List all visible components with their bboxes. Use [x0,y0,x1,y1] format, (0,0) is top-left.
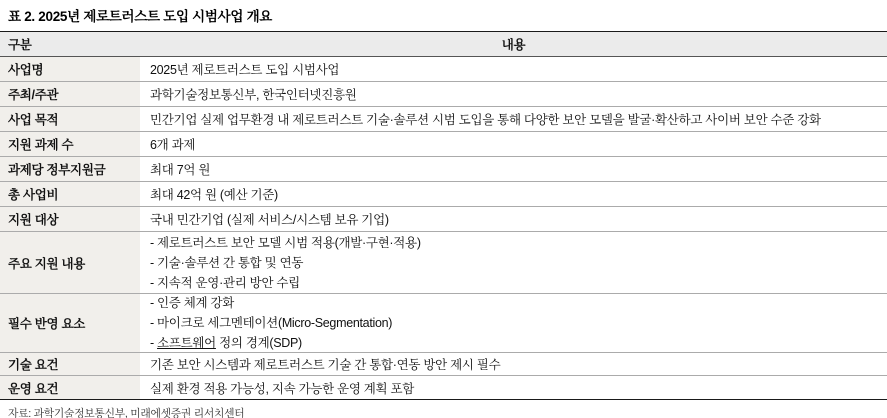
table-row-project-name [0,57,887,82]
row-content: 기존 보안 시스템과 제로트러스트 기술 간 통합·연동 방안 제시 필수 [140,353,887,375]
row-content: 실제 환경 적용 가능성, 지속 가능한 운영 계획 포함 [140,376,887,399]
table-row-required-elements [0,294,887,353]
bullet-line: - 제로트러스트 보안 모델 시범 적용(개발·구현·적용) [150,235,421,250]
row-label: 운영 요건 [0,376,140,399]
row-content [140,294,887,352]
source-note: 자료: 과학기술정보통신부, 미래에셋증권 리서치센터 [8,408,245,418]
table-header-row [0,32,887,57]
row-label: 총 사업비 [0,182,140,206]
table-row-operational-requirement [0,376,887,399]
table-row-technical-requirement [0,353,887,376]
bullet-line: - 기술·솔루션 간 통합 및 연동 [150,255,304,270]
underlined-term: 소프트웨어 [157,336,216,350]
row-content: 민간기업 실제 업무환경 내 제로트러스트 기술·솔루션 시범 도입을 통해 다양한 보안 모델을 발굴·확산하고 사이버 보안 수준 강화 [140,107,887,131]
table-row-main-support [0,232,887,294]
bullet-rest: 정의 경계(SDP) [215,336,302,350]
row-label: 주최/주관 [0,82,140,106]
row-content: 2025년 제로트러스트 도입 시범사업 [140,57,887,81]
table-row-project-purpose [0,107,887,132]
overview-table [0,31,887,400]
row-label: 기술 요건 [0,353,140,375]
row-content [140,232,887,293]
table-row-grant-per-task [0,157,887,182]
row-label: 사업 목적 [0,107,140,131]
row-label: 필수 반영 요소 [0,294,140,352]
row-content: 최대 42억 원 (예산 기준) [140,182,887,206]
row-label: 주요 지원 내용 [0,232,140,293]
bullet-line: - 지속적 운영·관리 방안 수립 [150,275,300,290]
table-row-eligibility [0,207,887,232]
row-label: 지원 대상 [0,207,140,231]
header-col-content: 내용 [501,38,526,52]
bullet-line: - 마이크로 세그멘테이션(Micro-Segmentation) [150,316,393,330]
row-content: 국내 민간기업 (실제 서비스/시스템 보유 기업) [140,207,887,231]
table-row-host-organizer [0,82,887,107]
bullet-line: - 인증 체계 강화 [150,296,235,310]
bullet-line [150,333,302,353]
header-col-category: 구분 [8,38,32,52]
table-row-task-count [0,132,887,157]
table-row-total-budget [0,182,887,207]
table-title: 표 2. 2025년 제로트러스트 도입 시범사업 개요 [8,9,273,24]
row-label: 지원 과제 수 [0,132,140,156]
row-label: 사업명 [0,57,140,81]
bullet-prefix: - [150,336,158,350]
row-label: 과제당 정부지원금 [0,157,140,181]
row-content: 과학기술정보통신부, 한국인터넷진흥원 [140,82,887,106]
row-content: 최대 7억 원 [140,157,887,181]
row-content: 6개 과제 [140,132,887,156]
